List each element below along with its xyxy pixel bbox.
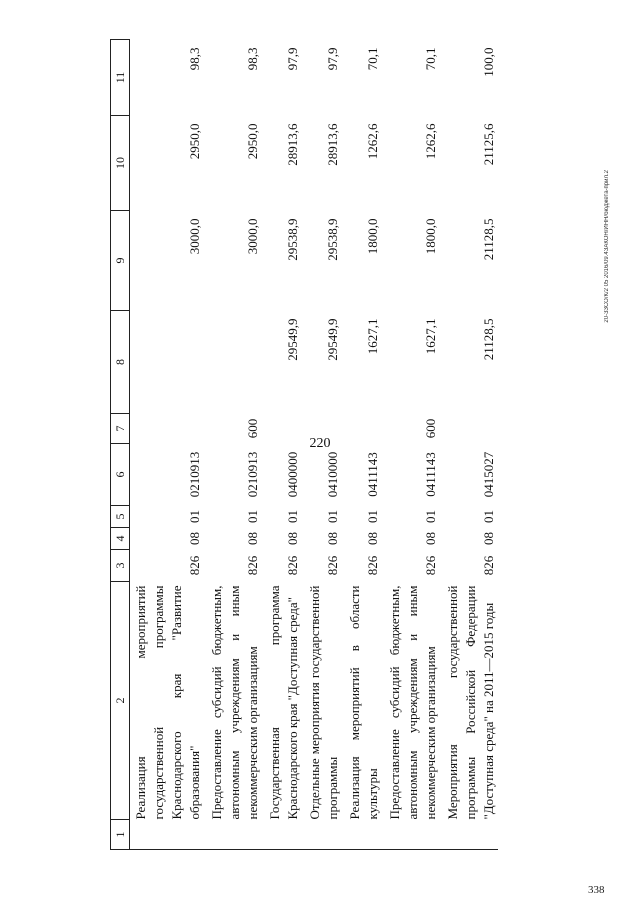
value-col-9: 29538,9 xyxy=(325,218,340,261)
header-col-10: 10 xyxy=(111,116,130,211)
value-col-11: 98,3 xyxy=(245,47,260,71)
expense-type-code xyxy=(440,414,498,444)
value-col-8 xyxy=(204,311,262,414)
value-col-9: 21128,5 xyxy=(481,218,496,261)
expense-type-code xyxy=(262,414,302,444)
subsection-code: 01 xyxy=(285,510,300,523)
value-col-9: 1800,0 xyxy=(365,218,380,255)
value-col-9: 3000,0 xyxy=(187,218,202,255)
value-col-8: 29549,9 xyxy=(285,318,300,361)
subsection-code: 01 xyxy=(481,510,496,523)
value-col-9: 3000,0 xyxy=(245,218,260,255)
value-col-8: 1627,1 xyxy=(365,318,380,355)
target-code: 0210913 xyxy=(187,451,202,498)
ministry-code: 826 xyxy=(365,555,380,576)
value-col-10: 28913,6 xyxy=(325,123,340,166)
value-col-9: 1800,0 xyxy=(423,218,438,255)
expense-type-code xyxy=(302,414,342,444)
value-col-10: 21125,6 xyxy=(481,123,496,166)
ministry-code: 826 xyxy=(481,555,496,576)
subsection-code: 01 xyxy=(245,510,260,523)
value-col-8: 21128,5 xyxy=(481,318,496,361)
subsection-code: 01 xyxy=(423,510,438,523)
page-number: 220 xyxy=(309,436,331,451)
section-code: 08 xyxy=(325,532,340,545)
table-row xyxy=(130,40,205,850)
table-row xyxy=(302,40,342,850)
document-code: 20-3ЗСО/К/2 05 2016/09.4ЗАКОН/ИНН/бюджета-прил.2 xyxy=(604,170,610,323)
target-code: 0415027 xyxy=(481,451,496,498)
header-col-5: 5 xyxy=(111,506,130,528)
subsection-code: 01 xyxy=(325,510,340,523)
value-col-11: 100,0 xyxy=(481,47,496,77)
value-col-10: 2950,0 xyxy=(245,123,260,160)
expense-type-code: 600 xyxy=(245,418,260,439)
section-code: 08 xyxy=(423,532,438,545)
table-row xyxy=(382,40,440,850)
header-col-1: 1 xyxy=(111,820,130,850)
value-col-9: 29538,9 xyxy=(285,218,300,261)
row-description: Мероприятия государственной программы Российской Федерации "Доступная среда" на 2011—2015 годы xyxy=(445,585,496,820)
value-col-11: 70,1 xyxy=(423,47,438,71)
section-code: 08 xyxy=(285,532,300,545)
section-code: 08 xyxy=(481,532,496,545)
ministry-code: 826 xyxy=(245,555,260,576)
header-col-11: 11 xyxy=(111,40,130,116)
target-code: 0410000 xyxy=(325,451,340,498)
expense-type-code: 600 xyxy=(423,418,438,439)
header-col-4: 4 xyxy=(111,528,130,550)
budget-table xyxy=(110,39,498,850)
scan-number: 338 xyxy=(588,884,605,896)
header-row xyxy=(111,40,130,850)
value-col-11: 97,9 xyxy=(285,47,300,71)
ministry-code: 826 xyxy=(285,555,300,576)
value-col-11: 70,1 xyxy=(365,47,380,71)
table-row xyxy=(262,40,302,850)
subsection-code: 01 xyxy=(365,510,380,523)
row-description: Предоставление субсидий бюджетным, автономным учреждениям и иным некоммерческим организациям xyxy=(387,585,438,820)
value-col-10: 1262,6 xyxy=(423,123,438,160)
ministry-code: 826 xyxy=(423,555,438,576)
header-col-8: 8 xyxy=(111,311,130,414)
table-row xyxy=(440,40,498,850)
target-code: 0400000 xyxy=(285,451,300,498)
value-col-10: 1262,6 xyxy=(365,123,380,160)
value-col-11: 98,3 xyxy=(187,47,202,71)
value-col-10: 2950,0 xyxy=(187,123,202,160)
subsection-code: 01 xyxy=(187,510,202,523)
target-code: 0411143 xyxy=(423,452,438,497)
row-description: Предоставление субсидий бюджетным, автономным учреждениям и иным некоммерческим организациям xyxy=(209,585,260,820)
row-description: Реализация мероприятий государственной программы Краснодарского края "Развитие образования" xyxy=(133,585,202,820)
rotated-table-container xyxy=(110,40,602,850)
expense-type-code xyxy=(130,414,205,444)
header-col-2: 2 xyxy=(111,582,130,820)
table-row xyxy=(342,40,382,850)
section-code: 08 xyxy=(187,532,202,545)
section-code: 08 xyxy=(245,532,260,545)
target-code: 0210913 xyxy=(245,451,260,498)
row-description: Отдельные мероприятия государственной программы xyxy=(307,585,340,820)
value-col-8 xyxy=(130,311,205,414)
header-col-3: 3 xyxy=(111,550,130,582)
row-description: Реализация мероприятий в области культуры xyxy=(347,585,380,820)
target-code: 0411143 xyxy=(365,452,380,497)
section-code: 08 xyxy=(365,532,380,545)
value-col-11: 97,9 xyxy=(325,47,340,71)
value-col-10: 28913,6 xyxy=(285,123,300,166)
table-row xyxy=(204,40,262,850)
ministry-code: 826 xyxy=(325,555,340,576)
ministry-code: 826 xyxy=(187,555,202,576)
header-col-6: 6 xyxy=(111,444,130,506)
row-description: Государственная программа Краснодарского края "Доступная среда" xyxy=(267,585,300,820)
value-col-8: 29549,9 xyxy=(325,318,340,361)
header-col-7: 7 xyxy=(111,414,130,444)
value-col-8: 1627,1 xyxy=(423,318,438,355)
header-col-9: 9 xyxy=(111,211,130,311)
expense-type-code xyxy=(342,414,382,444)
